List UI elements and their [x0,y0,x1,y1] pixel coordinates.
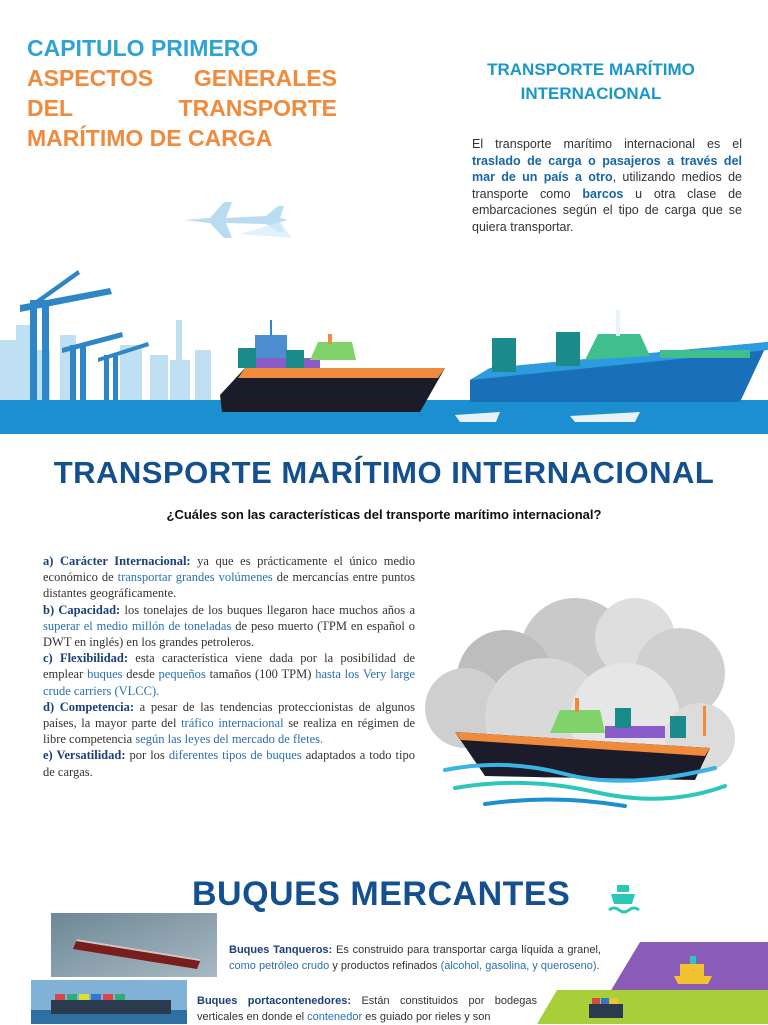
section-question: ¿Cuáles son las características del transporte marítimo internacional? [166,507,602,522]
chapter-number: CAPITULO PRIMERO [27,35,259,61]
container-description: Buques portacontenedores: Están constituidos por bodegas verticales en donde el contenedor es guiado por rieles y son [197,995,538,1023]
port-illustration [0,250,768,434]
intro-highlight: traslado de carga o pasajeros a través del mar de un país a otro [472,153,742,184]
section-title: TRANSPORTE MARÍTIMO INTERNACIONAL [53,455,715,490]
characteristic-item: a) Carácter Internacional: ya que es prácticamente el único medio económico de transportar grandes volúmenes de mercancías entre puntos distantes geográficamente. [43,554,415,601]
characteristic-item: c) Flexibilidad: esta característica viene dada por la posibilidad de emplear buques desde pequeños tamaños (100 TPM) hasta los Very large crude carriers (VLCC). [43,651,416,698]
merchant-ships-title: BUQUES MERCANTES [192,875,571,913]
tanker-description: Buques Tanqueros: Es construido para transportar carga líquida a granel, como petróleo crudo y productos refinados (alcohol, gasolina, y queroseno). [229,944,601,972]
intro-paragraph: El transporte marítimo internacional es el traslado de carga o pasajeros a través del mar de un país a otro, utilizando medios de transporte como barcos u otra clase de embarcaciones según el tipo de carga que se quiera transportar. [472,137,743,234]
characteristics-list [43,553,415,780]
chapter-heading [27,33,337,153]
side-title: TRANSPORTE MARÍTIMO INTERNACIONAL [487,60,695,103]
intro-highlight-ships: barcos [582,186,624,201]
chapter-title: ASPECTOS GENERALES DEL TRANSPORTE MARÍTIMO DE CARGA [27,65,337,151]
container-ship-photo [31,980,187,1024]
characteristic-item: d) Competencia: a pesar de las tendencias proteccionistas de algunos países, la mayor parte del tráfico internacional se realiza en régimen de libre competencia según las leyes del mercado de fletes. [43,699,415,747]
characteristic-item: e) Versatilidad: por los diferentes tipos de buques adaptados a todo tipo de cargas. [43,748,415,779]
cargo-ship-large [470,310,768,402]
airplane-icon [180,198,292,242]
ship-cloud-illustration [425,598,768,810]
cargo-ship-small [220,334,445,412]
characteristic-item: b) Capacidad: los tonelajes de los buques llegaron hace muchos años a superar el medio millón de toneladas de peso muerto (TPM en español o DWT en inglés) en los grandes petroleros. [43,602,415,650]
container-ship-icon [537,990,768,1024]
ship-icon [605,880,641,916]
tanker-ship-icon [610,942,768,992]
tanker-photo [51,913,217,977]
